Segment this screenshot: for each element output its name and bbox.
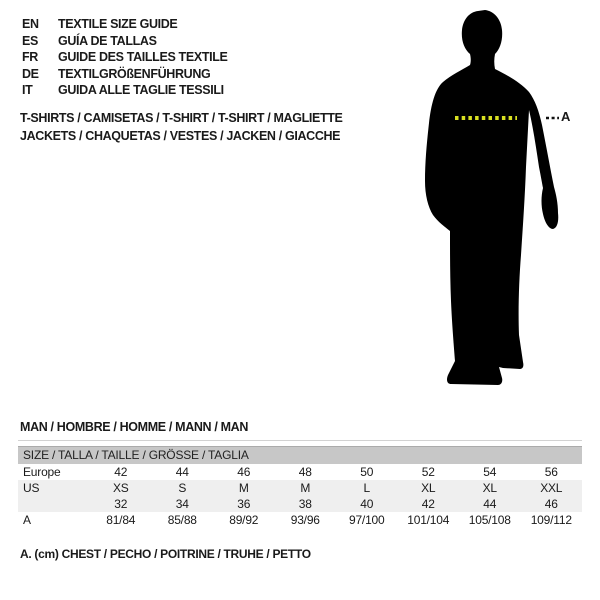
language-label: GUIDA ALLE TAGLIE TESSILI: [58, 83, 224, 97]
language-row: [22, 33, 228, 50]
measurement-footnote: A. (cm) CHEST / PECHO / POITRINE / TRUHE / PETTO: [20, 547, 311, 561]
table-cell: L: [363, 481, 370, 495]
table-cell: 44: [483, 497, 497, 511]
table-cell: XL: [421, 481, 436, 495]
language-label: GUÍA DE TALLAS: [58, 33, 157, 48]
table-row-europe: [18, 464, 582, 480]
row-label: Europe: [23, 465, 61, 479]
table-top-rule: [18, 440, 582, 441]
language-label: TEXTILGRÖßENFÜHRUNG: [58, 66, 211, 81]
language-code: IT: [22, 83, 33, 97]
table-cell: 54: [483, 465, 497, 479]
table-cell: XL: [482, 481, 497, 495]
table-cell: 52: [421, 465, 435, 479]
category-lines: [20, 110, 343, 145]
table-cell: XS: [112, 481, 129, 495]
table-cell: 42: [421, 497, 435, 511]
table-cell: 36: [237, 497, 251, 511]
table-cell: M: [300, 481, 311, 495]
table-row-numeric: [18, 496, 582, 512]
language-row: [22, 82, 228, 99]
man-silhouette: [415, 5, 580, 390]
language-row: [22, 49, 228, 66]
table-cell: 81/84: [106, 513, 136, 527]
category-line-jackets: JACKETS / CHAQUETAS / VESTES / JACKEN / GIACCHE: [20, 128, 341, 143]
table-cell: 40: [360, 497, 374, 511]
size-table-header: SIZE / TALLA / TAILLE / GRÖSSE / TAGLIA: [18, 446, 582, 464]
language-code: DE: [22, 66, 39, 81]
table-cell: 32: [114, 497, 128, 511]
row-label: A: [23, 513, 31, 527]
table-cell: S: [178, 481, 187, 495]
table-cell: 38: [298, 497, 312, 511]
table-cell: 93/96: [290, 513, 320, 527]
language-code: EN: [22, 17, 39, 31]
language-code: ES: [22, 33, 38, 48]
man-silhouette-svg: [415, 5, 580, 390]
table-row-chest-a: [18, 512, 582, 528]
table-cell: 105/108: [468, 513, 511, 527]
table-cell: 97/100: [348, 513, 385, 527]
measure-label-a: A: [561, 109, 571, 124]
man-silhouette-shape: [425, 10, 558, 385]
table-cell: 85/88: [167, 513, 197, 527]
table-cell: 56: [544, 465, 558, 479]
table-cell: 50: [360, 465, 374, 479]
table-row-us: [18, 480, 582, 496]
table-cell: XXL: [540, 481, 563, 495]
language-row: [22, 16, 228, 33]
table-cell: 44: [175, 465, 189, 479]
language-list: [22, 16, 228, 99]
table-cell: M: [238, 481, 249, 495]
table-cell: 46: [544, 497, 558, 511]
row-label: US: [23, 481, 40, 495]
row-label: [18, 496, 90, 512]
table-cell: 34: [175, 497, 189, 511]
language-row: [22, 66, 228, 83]
table-cell: 48: [298, 465, 312, 479]
size-table: [18, 446, 582, 528]
table-cell: 109/112: [530, 513, 572, 527]
language-label: TEXTILE SIZE GUIDE: [58, 17, 178, 31]
category-line-tshirts: T-SHIRTS / CAMISETAS / T-SHIRT / T-SHIRT / MAGLIETTE: [20, 111, 343, 125]
table-cell: 101/104: [407, 513, 450, 527]
language-label: GUIDE DES TAILLES TEXTILE: [58, 50, 228, 64]
table-cell: 42: [114, 465, 128, 479]
section-title-man: MAN / HOMBRE / HOMME / MANN / MAN: [20, 420, 249, 434]
table-cell: 46: [237, 465, 251, 479]
table-cell: 89/92: [229, 513, 259, 527]
language-code: FR: [22, 50, 38, 64]
